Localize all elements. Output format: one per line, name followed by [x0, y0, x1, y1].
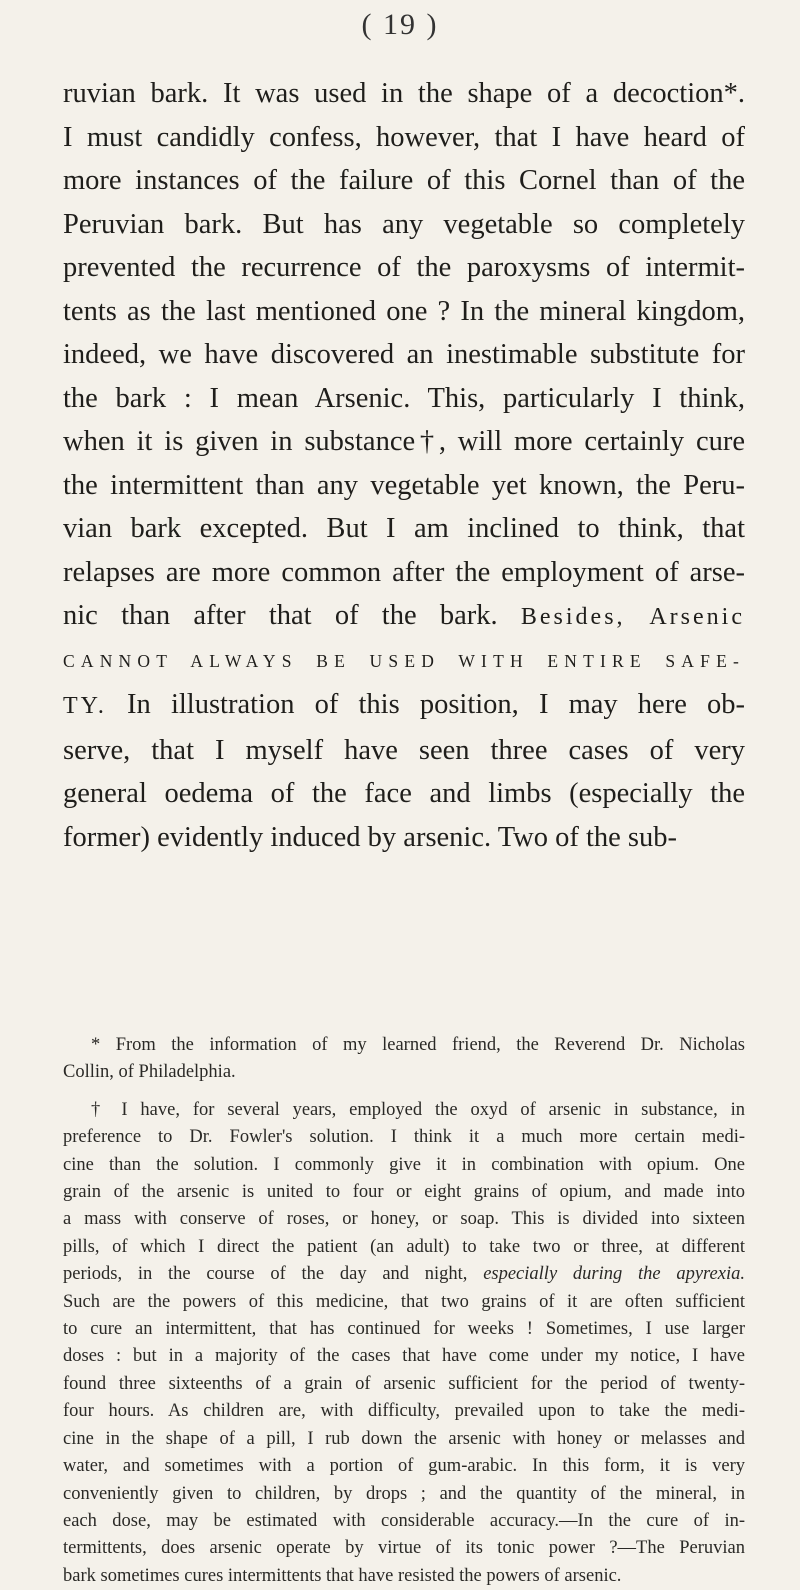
text-line: vian bark excepted. But I am inclined to think, that — [63, 513, 745, 544]
footnote-line: preference to Dr. Fowler's solution. I think it a much more certain medi- — [63, 1127, 745, 1148]
text-line: general oedema of the face and limbs (especially the — [63, 778, 745, 809]
footnote-line: Collin, of Philadelphia. — [63, 1062, 236, 1083]
text-line: Peruvian bark. But has any vegetable so completely — [63, 208, 745, 240]
footnote-line: cine than the solution. I commonly give it in combination with opium. One — [63, 1154, 745, 1175]
smallcaps-phrase: TY. — [63, 693, 107, 719]
footnote-line: a mass with conserve of roses, or honey, or soap. This is divided into sixteen — [63, 1209, 745, 1230]
text-segment: periods, in the course of the day and night, — [63, 1264, 484, 1285]
footnote-line: bark sometimes cures intermittents that have resisted the powers of arsenic. — [63, 1565, 622, 1586]
footnote-line: conveniently given to children, by drops ; and the quantity of the mineral, in — [63, 1483, 745, 1504]
footnote-line: Such are the powers of this medicine, that two grains of it are often sufficient — [63, 1291, 745, 1312]
footnote-line: doses : but in a majority of the cases that have come under my notice, I have — [63, 1346, 745, 1367]
text-line: indeed, we have discovered an inestimable substitute for — [63, 339, 745, 370]
footnote-line: termittents, does arsenic operate by virtue of its tonic power ?—The Peruvian — [63, 1538, 745, 1559]
footnote-line: grain of the arsenic is united to four or eight grains of opium, and made into — [63, 1182, 745, 1203]
smallcaps-line: CANNOT ALWAYS BE USED WITH ENTIRE SAFE- — [63, 650, 745, 671]
footnote-asterisk — [63, 1032, 745, 1087]
text-line: relapses are more common after the employment of arse- — [63, 556, 745, 588]
footnote-line: pills, of which I direct the patient (an adult) to take two or three, at different — [63, 1236, 745, 1257]
footnote-dagger — [63, 1097, 745, 1590]
footnote-line: four hours. As children are, with difficulty, prevailed upon to take the medi- — [63, 1401, 745, 1422]
footnote-line: to cure an intermittent, that has continued for weeks ! Sometimes, I use larger — [63, 1319, 745, 1340]
footnote-line: cine in the shape of a pill, I rub down the arsenic with honey or melasses and — [63, 1428, 745, 1449]
text-line: I must candidly confess, however, that I have heard of — [63, 121, 745, 153]
text-line-with-smallcaps — [63, 683, 745, 729]
text-line: ruvian bark. It was used in the shape of a decoction*. — [63, 78, 745, 109]
text-segment: nic than after that of the bark. — [63, 600, 521, 631]
text-line: more instances of the failure of this Cornel than of the — [63, 165, 745, 196]
text-line: prevented the recurrence of the paroxysms of intermit- — [63, 252, 745, 283]
page-number: ( 19 ) — [361, 8, 439, 41]
footnotes — [63, 1032, 745, 1590]
footnote-line: each dose, may be estimated with considerable accuracy.—In the cure of in- — [63, 1510, 745, 1531]
smallcaps-phrase: Besides, Arsenic — [520, 604, 745, 630]
main-text — [63, 72, 745, 859]
text-segment: In illustration of this position, I may here ob- — [106, 689, 745, 720]
footnote-line: found three sixteenths of a grain of arsenic sufficient for the period of twenty- — [63, 1373, 745, 1394]
footnote-line: * From the information of my learned friend, the Reverend Dr. Nicholas — [91, 1035, 745, 1055]
text-line: serve, that I myself have seen three cases of very — [63, 734, 745, 766]
footnote-line: † I have, for several years, employed the oxyd of arsenic in substance, in — [91, 1099, 745, 1120]
text-line: former) evidently induced by arsenic. Two of the sub- — [63, 821, 678, 853]
text-line: when it is given in substance†, will more certainly cure — [63, 426, 745, 457]
italic-phrase: especially during the apyrexia. — [483, 1264, 745, 1285]
text-line: tents as the last mentioned one ? In the mineral kingdom, — [63, 295, 745, 327]
footnote-line — [63, 1261, 745, 1288]
text-line: the bark : I mean Arsenic. This, particularly I think, — [63, 382, 745, 414]
text-line: the intermittent than any vegetable yet known, the Peru- — [63, 469, 745, 501]
text-line-with-smallcaps — [63, 594, 745, 640]
footnote-line: water, and sometimes with a portion of gum-arabic. In this form, it is very — [63, 1456, 745, 1477]
